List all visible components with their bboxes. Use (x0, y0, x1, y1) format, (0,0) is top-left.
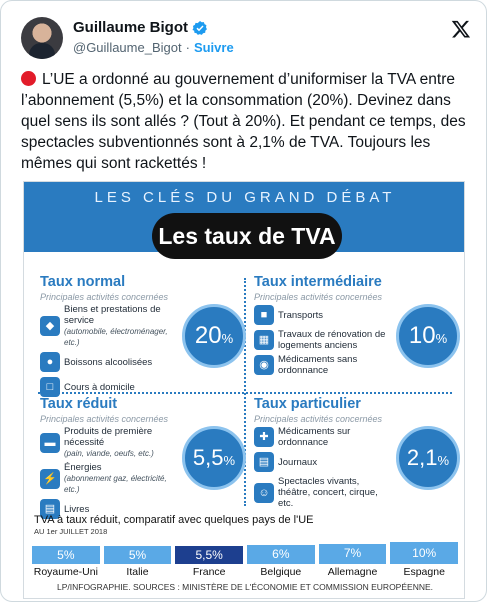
prescription-icon: ✚ (254, 427, 274, 447)
quadrant-subtitle: Principales activités concernées (40, 292, 169, 302)
bar-column (32, 536, 100, 578)
rate-circle (396, 304, 460, 368)
author-name[interactable]: Guillaume Bigot (73, 19, 189, 36)
list-item (254, 451, 394, 473)
rate-circle (182, 304, 246, 368)
chart-bars (32, 536, 458, 578)
handle-row (73, 40, 234, 55)
separator-dot: · (185, 40, 190, 55)
item-label: Énergies (64, 462, 102, 473)
quadrant-taux-intermediaire (250, 274, 464, 392)
tweet-header (21, 13, 471, 61)
item-label: Livres (64, 503, 90, 515)
item-label: Produits de première nécessité (64, 426, 153, 448)
source-credit: LP/INFOGRAPHIE. SOURCES : MINISTÈRE DE L'ÉCONOMIE ET COMMISSION EUROPÉENNE. (57, 582, 433, 592)
list-item (40, 376, 180, 398)
books-icon: ▤ (40, 499, 60, 519)
pills-icon: ◉ (254, 355, 274, 375)
bar-column (104, 536, 172, 578)
tick-label: Royaume-Uni (33, 566, 98, 578)
rate-unit: % (435, 331, 448, 346)
bar: 5% (32, 546, 100, 564)
item-note: (abonnement gaz, électricité, etc.) (64, 474, 167, 494)
rate-unit: % (223, 453, 236, 468)
infographic-image[interactable] (23, 181, 465, 599)
red-circle-icon (21, 71, 36, 86)
theatre-masks-icon: ☺ (254, 483, 274, 503)
tweet-body: L’UE a ordonné au gouvernement d’uniformiser la TVA entre l’abonnement (5,5%) et la consommation (20%). Devinez dans quel sens ils sont allés ? (Tout à 20%). Et pendant ce temps, des spectacles subventionnés sont à 2,1% de TVA. Toujours les mêmes qui sont rackettés ! (21, 71, 466, 172)
list-item (254, 354, 394, 376)
quadrant-title: Taux intermédiaire (254, 274, 382, 290)
rate-value: 2,1 (406, 445, 438, 470)
list-item (40, 351, 180, 373)
follow-button[interactable]: Suivre (193, 40, 234, 55)
quadrant-taux-normal (36, 274, 250, 392)
quadrant-taux-particulier (250, 396, 464, 514)
item-label: Boissons alcoolisées (64, 356, 153, 368)
newspaper-icon: ▤ (254, 452, 274, 472)
quadrant-subtitle: Principales activités concernées (40, 414, 169, 424)
avatar[interactable] (21, 17, 63, 59)
quadrant-subtitle: Principales activités concernées (254, 292, 383, 302)
chart-title: TVA à taux réduit, comparatif avec quelques pays de l'UE (34, 514, 314, 526)
tick-label: Belgique (260, 566, 302, 578)
item-label: Transports (278, 309, 324, 321)
x-logo-icon[interactable] (451, 19, 471, 39)
plug-icon: ⚡ (40, 469, 60, 489)
list-item (254, 329, 394, 351)
bread-icon: ▬ (40, 433, 60, 453)
author-handle[interactable]: @Guillaume_Bigot (73, 40, 182, 55)
name-row (73, 19, 208, 36)
item-label: Spectacles vivants, théâtre, concert, cirque, etc. (278, 476, 378, 509)
list-item (254, 476, 394, 509)
comparison-chart (30, 514, 460, 578)
item-label: Journaux (278, 456, 318, 468)
tick-label: France (192, 566, 226, 578)
bar: 10% (390, 542, 458, 564)
rate-circle (182, 426, 246, 490)
item-note: (automobile, électroménager, etc.) (64, 327, 168, 347)
item-label: Médicaments sans ordonnance (278, 354, 358, 376)
rate-circle (396, 426, 460, 490)
tick-label: Espagne (403, 566, 445, 578)
bar: 5% (104, 546, 172, 564)
list-item (40, 304, 180, 348)
rate-unit: % (437, 453, 450, 468)
item-label: Travaux de rénovation de logements anciens (278, 329, 386, 351)
banner-title: LES CLÉS DU GRAND DÉBAT (94, 189, 396, 206)
bar-column (247, 536, 315, 578)
rate-value: 20 (194, 322, 222, 349)
quadrant-taux-reduit (36, 396, 250, 514)
infographic-title: Les taux de TVA (152, 213, 342, 259)
item-note: (pain, viande, oeufs, etc.) (64, 449, 154, 458)
quadrant-title: Taux normal (40, 274, 126, 290)
bar: 7% (319, 544, 387, 564)
tick-label: Allemagne (327, 566, 378, 578)
bottle-icon: ● (40, 352, 60, 372)
rate-value: 10 (408, 322, 436, 349)
bar: 6% (247, 545, 315, 564)
item-label: Biens et prestations de service (64, 304, 161, 326)
list-item (40, 426, 180, 459)
verified-badge-icon (192, 20, 208, 36)
building-icon: ▦ (254, 330, 274, 350)
tick-label: Italie (126, 566, 149, 578)
quadrant-title: Taux particulier (254, 396, 361, 412)
rate-unit: % (221, 331, 234, 346)
list-item (40, 462, 180, 495)
quadrant-subtitle: Principales activités concernées (254, 414, 383, 424)
item-label: Cours à domicile (64, 381, 135, 393)
train-icon: ■ (254, 305, 274, 325)
rate-value: 5,5 (192, 445, 224, 470)
quadrant-title: Taux réduit (40, 396, 118, 412)
car-icon: ◆ (40, 316, 60, 336)
bar: 5,5% (175, 546, 243, 564)
list-item (254, 426, 394, 448)
tweet-text (21, 69, 471, 174)
bar-column (319, 536, 387, 578)
list-item (254, 304, 394, 326)
book-icon: □ (40, 377, 60, 397)
chart-subtitle: AU 1er JUILLET 2018 (34, 527, 108, 536)
bar-column (175, 536, 243, 578)
item-label: Médicaments sur ordonnance (278, 426, 351, 448)
bar-column (390, 536, 458, 578)
